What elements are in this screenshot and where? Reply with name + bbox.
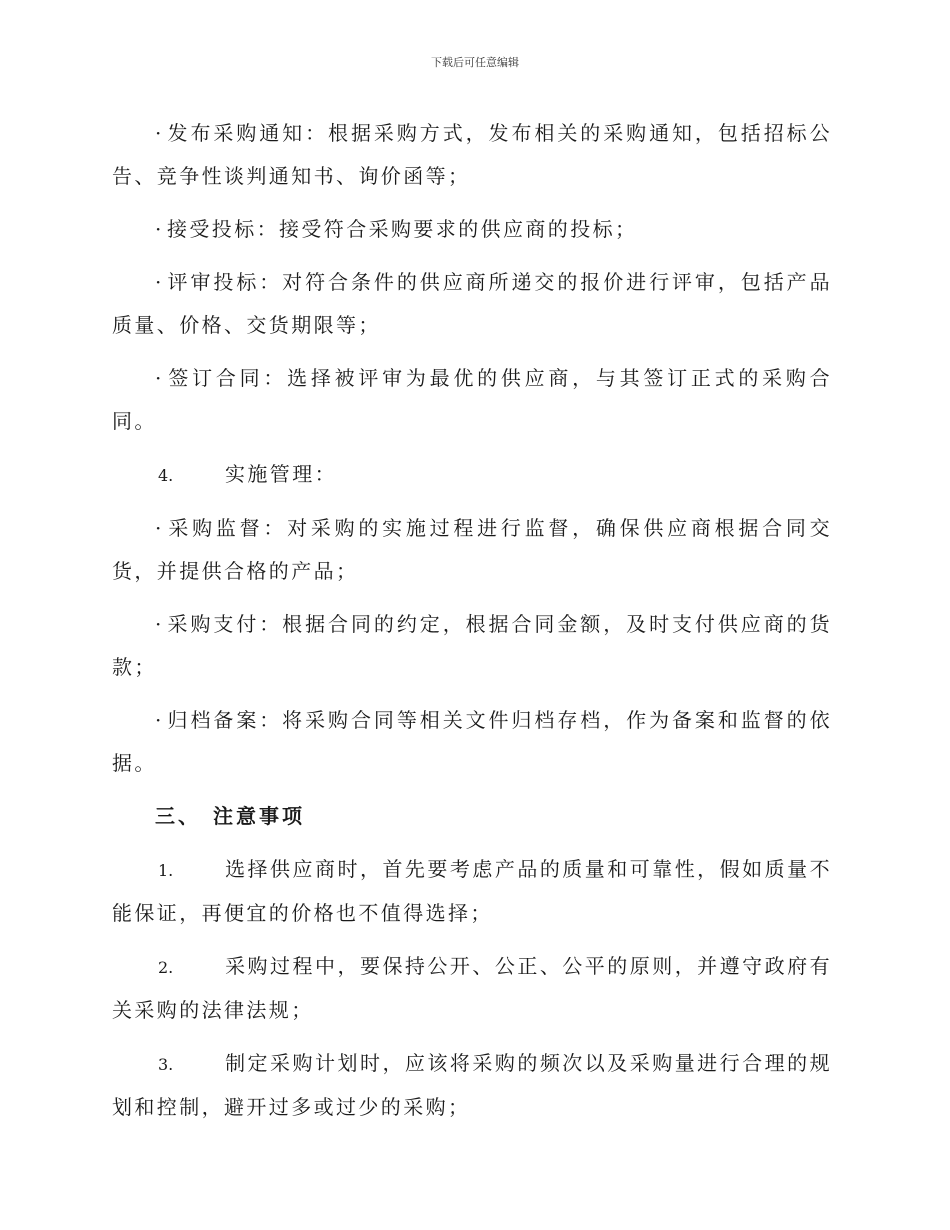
item-number: 2. — [158, 958, 174, 977]
numbered-item — [112, 848, 832, 935]
bullet-paragraph — [112, 357, 832, 443]
bullet-text: 归档备案：将采购合同等相关文件归档存档，作为备案和监督的依据。 — [112, 708, 832, 775]
bullet-paragraph — [112, 603, 832, 689]
bullet-paragraph — [112, 699, 832, 785]
bullet-paragraph — [112, 208, 832, 251]
item-text: 选择供应商时，首先要考虑产品的质量和可靠性，假如质量不能保证，再便宜的价格也不值得选择； — [112, 857, 832, 925]
numbered-item — [112, 945, 832, 1032]
item-text: 采购过程中，要保持公开、公正、公平的原则，并遵守政府有关采购的法律法规； — [112, 954, 832, 1022]
step-number: 4. — [158, 466, 174, 485]
bullet-paragraph — [112, 507, 832, 593]
document-body — [112, 112, 832, 1139]
bullet-dot: · — [155, 612, 164, 636]
item-number: 3. — [158, 1055, 174, 1074]
section-title: 注意事项 — [213, 804, 305, 828]
section-number: 三、 — [155, 804, 201, 828]
bullet-text: 采购支付：根据合同的约定，根据合同金额，及时支付供应商的货款； — [112, 612, 832, 679]
bullet-dot: · — [155, 366, 164, 390]
item-number: 1. — [158, 861, 174, 880]
bullet-text: 签订合同：选择被评审为最优的供应商，与其签订正式的采购合同。 — [112, 366, 832, 433]
bullet-text: 评审投标：对符合条件的供应商所递交的报价进行评审，包括产品质量、价格、交货期限等； — [112, 270, 832, 337]
bullet-text: 发布采购通知：根据采购方式，发布相关的采购通知，包括招标公告、竞争性谈判通知书、询价函等； — [112, 121, 832, 188]
bullet-paragraph — [112, 112, 832, 198]
bullet-dot: · — [155, 121, 164, 145]
bullet-dot: · — [155, 708, 164, 732]
bullet-dot: · — [155, 217, 164, 241]
bullet-dot: · — [155, 516, 164, 540]
item-text: 制定采购计划时，应该将采购的频次以及采购量进行合理的规划和控制，避开过多或过少的采购； — [112, 1051, 832, 1119]
page-header: 下载后可任意编辑 — [431, 56, 519, 69]
section-heading — [112, 795, 832, 838]
step-heading — [112, 453, 832, 497]
bullet-text: 接受投标：接受符合采购要求的供应商的投标； — [167, 217, 638, 241]
bullet-paragraph — [112, 261, 832, 347]
bullet-text: 采购监督：对采购的实施过程进行监督，确保供应商根据合同交货，并提供合格的产品； — [112, 516, 832, 583]
numbered-item — [112, 1042, 832, 1129]
step-title: 实施管理： — [225, 462, 337, 486]
bullet-dot: · — [155, 270, 164, 294]
